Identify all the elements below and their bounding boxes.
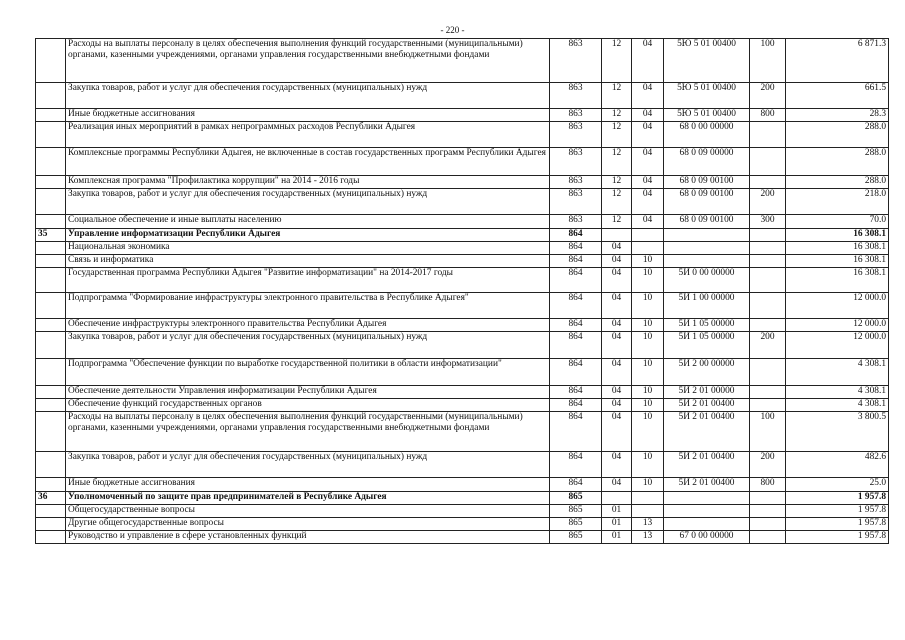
cell-subsection: 10 (632, 268, 664, 293)
budget-table (35, 38, 889, 544)
cell-grbs: 864 (550, 242, 602, 255)
cell-target-article: 68 0 09 00100 (664, 215, 750, 229)
table-row (36, 412, 889, 452)
cell-section: 04 (602, 293, 632, 319)
cell-grbs: 864 (550, 412, 602, 452)
cell-subsection: 10 (632, 255, 664, 268)
cell-grbs: 864 (550, 452, 602, 478)
cell-section: 12 (602, 83, 632, 109)
cell-name: Связь и информатика (66, 255, 550, 268)
cell-expense-type: 200 (750, 189, 786, 215)
cell-target-article: 68 0 00 00000 (664, 122, 750, 148)
cell-number (36, 518, 66, 531)
cell-expense-type (750, 399, 786, 412)
cell-target-article: 68 0 09 00100 (664, 176, 750, 189)
cell-amount: 16 308.1 (786, 229, 889, 242)
cell-number: 35 (36, 229, 66, 242)
cell-subsection: 10 (632, 293, 664, 319)
cell-grbs: 864 (550, 478, 602, 492)
table-row (36, 518, 889, 531)
cell-amount: 12 000.0 (786, 332, 889, 359)
cell-name: Другие общегосударственные вопросы (66, 518, 550, 531)
cell-grbs: 863 (550, 39, 602, 83)
cell-expense-type (750, 148, 786, 176)
cell-grbs: 863 (550, 148, 602, 176)
table-row (36, 148, 889, 176)
table-row (36, 176, 889, 189)
table-row (36, 492, 889, 505)
cell-grbs: 863 (550, 176, 602, 189)
cell-amount: 28.3 (786, 109, 889, 122)
table-row (36, 268, 889, 293)
cell-amount: 25.0 (786, 478, 889, 492)
cell-subsection: 04 (632, 189, 664, 215)
cell-expense-type (750, 293, 786, 319)
cell-target-article: 5Ю 5 01 00400 (664, 109, 750, 122)
cell-section: 12 (602, 176, 632, 189)
cell-name: Иные бюджетные ассигнования (66, 478, 550, 492)
table-row (36, 332, 889, 359)
cell-number (36, 452, 66, 478)
cell-amount: 4 308.1 (786, 359, 889, 386)
cell-grbs: 864 (550, 332, 602, 359)
cell-grbs: 865 (550, 492, 602, 505)
cell-subsection (632, 505, 664, 518)
cell-section: 12 (602, 189, 632, 215)
cell-grbs: 865 (550, 505, 602, 518)
cell-target-article (664, 255, 750, 268)
cell-subsection: 10 (632, 359, 664, 386)
cell-amount: 1 957.8 (786, 531, 889, 544)
cell-expense-type: 100 (750, 412, 786, 452)
cell-subsection: 10 (632, 412, 664, 452)
cell-name: Социальное обеспечение и иные выплаты населению (66, 215, 550, 229)
cell-name: Иные бюджетные ассигнования (66, 109, 550, 122)
cell-section: 04 (602, 386, 632, 399)
cell-section (602, 492, 632, 505)
cell-amount: 1 957.8 (786, 518, 889, 531)
cell-subsection: 10 (632, 386, 664, 399)
cell-number (36, 109, 66, 122)
cell-number (36, 478, 66, 492)
cell-expense-type: 800 (750, 109, 786, 122)
cell-amount: 482.6 (786, 452, 889, 478)
cell-name: Закупка товаров, работ и услуг для обеспечения государственных (муниципальных) нужд (66, 189, 550, 215)
table-row (36, 122, 889, 148)
cell-name: Обеспечение инфраструктуры электронного правительства Республики Адыгея (66, 319, 550, 332)
cell-name: Уполномоченный по защите прав предпринимателей в Республике Адыгея (66, 492, 550, 505)
cell-subsection: 04 (632, 109, 664, 122)
cell-amount: 288.0 (786, 122, 889, 148)
cell-name: Подпрограмма "Обеспечение функции по выработке государственной политики в области информатизации" (66, 359, 550, 386)
table-row (36, 293, 889, 319)
cell-grbs: 865 (550, 531, 602, 544)
cell-amount: 6 871.3 (786, 39, 889, 83)
cell-expense-type: 800 (750, 478, 786, 492)
cell-section: 12 (602, 109, 632, 122)
cell-target-article: 5И 1 00 00000 (664, 293, 750, 319)
cell-number (36, 386, 66, 399)
cell-name: Управление информатизации Республики Адыгея (66, 229, 550, 242)
cell-number (36, 293, 66, 319)
cell-grbs: 864 (550, 255, 602, 268)
cell-number: 36 (36, 492, 66, 505)
cell-expense-type (750, 359, 786, 386)
table-row (36, 39, 889, 83)
cell-amount: 4 308.1 (786, 386, 889, 399)
cell-section: 04 (602, 332, 632, 359)
cell-expense-type (750, 531, 786, 544)
table-row (36, 215, 889, 229)
cell-expense-type: 100 (750, 39, 786, 83)
cell-grbs: 863 (550, 189, 602, 215)
cell-target-article: 5Ю 5 01 00400 (664, 39, 750, 83)
cell-number (36, 359, 66, 386)
cell-grbs: 864 (550, 229, 602, 242)
cell-grbs: 864 (550, 268, 602, 293)
cell-section: 12 (602, 215, 632, 229)
cell-section: 04 (602, 242, 632, 255)
cell-subsection: 04 (632, 83, 664, 109)
cell-subsection: 13 (632, 531, 664, 544)
cell-expense-type: 200 (750, 332, 786, 359)
cell-grbs: 864 (550, 359, 602, 386)
cell-expense-type (750, 319, 786, 332)
cell-amount: 1 957.8 (786, 505, 889, 518)
cell-section: 12 (602, 39, 632, 83)
cell-name: Обеспечение деятельности Управления информатизации Республики Адыгея (66, 386, 550, 399)
table-row (36, 242, 889, 255)
cell-section: 04 (602, 399, 632, 412)
cell-target-article: 5И 0 00 00000 (664, 268, 750, 293)
cell-section: 04 (602, 255, 632, 268)
cell-number (36, 83, 66, 109)
cell-target-article (664, 518, 750, 531)
cell-target-article: 5Ю 5 01 00400 (664, 83, 750, 109)
cell-grbs: 864 (550, 293, 602, 319)
cell-amount: 218.0 (786, 189, 889, 215)
cell-section: 01 (602, 531, 632, 544)
cell-number (36, 531, 66, 544)
cell-number (36, 399, 66, 412)
cell-subsection: 10 (632, 399, 664, 412)
cell-expense-type (750, 505, 786, 518)
cell-amount: 1 957.8 (786, 492, 889, 505)
cell-expense-type: 200 (750, 452, 786, 478)
cell-expense-type (750, 229, 786, 242)
cell-section: 04 (602, 319, 632, 332)
cell-subsection: 04 (632, 39, 664, 83)
table-row (36, 255, 889, 268)
cell-amount: 16 308.1 (786, 268, 889, 293)
cell-expense-type (750, 386, 786, 399)
cell-target-article: 5И 2 01 00400 (664, 452, 750, 478)
cell-name: Закупка товаров, работ и услуг для обеспечения государственных (муниципальных) нужд (66, 452, 550, 478)
cell-subsection: 04 (632, 122, 664, 148)
cell-amount: 3 800.5 (786, 412, 889, 452)
cell-name: Комплексные программы Республики Адыгея, не включенные в состав государственных программ Республики Адыгея (66, 148, 550, 176)
cell-number (36, 189, 66, 215)
cell-expense-type (750, 518, 786, 531)
table-row (36, 83, 889, 109)
cell-section: 01 (602, 505, 632, 518)
cell-grbs: 864 (550, 319, 602, 332)
cell-expense-type: 300 (750, 215, 786, 229)
cell-target-article (664, 492, 750, 505)
cell-name: Государственная программа Республики Адыгея "Развитие информатизации" на 2014-2017 годы (66, 268, 550, 293)
table-row (36, 478, 889, 492)
table-row (36, 386, 889, 399)
cell-section: 04 (602, 412, 632, 452)
cell-section: 04 (602, 452, 632, 478)
cell-name: Обеспечение функций государственных органов (66, 399, 550, 412)
cell-number (36, 122, 66, 148)
cell-name: Расходы на выплаты персоналу в целях обеспечения выполнения функций государственными (муниципальными) органами, казенными учреждениями, органами управления государственными внебюджетными фондами (66, 39, 550, 83)
cell-target-article: 68 0 09 00100 (664, 189, 750, 215)
cell-section: 04 (602, 359, 632, 386)
cell-name: Закупка товаров, работ и услуг для обеспечения государственных (муниципальных) нужд (66, 83, 550, 109)
cell-section (602, 229, 632, 242)
cell-amount: 12 000.0 (786, 319, 889, 332)
cell-target-article: 5И 2 01 00400 (664, 412, 750, 452)
cell-expense-type (750, 255, 786, 268)
table-row (36, 399, 889, 412)
cell-subsection: 10 (632, 319, 664, 332)
table-row (36, 189, 889, 215)
cell-expense-type (750, 122, 786, 148)
cell-amount: 12 000.0 (786, 293, 889, 319)
cell-expense-type (750, 176, 786, 189)
cell-subsection: 04 (632, 176, 664, 189)
cell-number (36, 242, 66, 255)
cell-number (36, 255, 66, 268)
table-row (36, 531, 889, 544)
table-row (36, 452, 889, 478)
cell-target-article: 5И 2 01 00400 (664, 478, 750, 492)
table-row (36, 359, 889, 386)
cell-number (36, 268, 66, 293)
cell-subsection (632, 492, 664, 505)
cell-name: Национальная экономика (66, 242, 550, 255)
table-row (36, 319, 889, 332)
cell-number (36, 412, 66, 452)
cell-number (36, 332, 66, 359)
cell-amount: 661.5 (786, 83, 889, 109)
cell-name: Реализация иных мероприятий в рамках непрограммных расходов Республики Адыгея (66, 122, 550, 148)
table-body (36, 39, 889, 544)
cell-number (36, 215, 66, 229)
cell-expense-type (750, 242, 786, 255)
cell-target-article: 5И 1 05 00000 (664, 332, 750, 359)
cell-subsection (632, 229, 664, 242)
cell-number (36, 39, 66, 83)
cell-target-article: 5И 2 01 00000 (664, 386, 750, 399)
cell-amount: 4 308.1 (786, 399, 889, 412)
cell-target-article (664, 505, 750, 518)
cell-number (36, 505, 66, 518)
cell-expense-type (750, 268, 786, 293)
cell-name: Комплексная программа "Профилактика коррупции" на 2014 - 2016 годы (66, 176, 550, 189)
cell-target-article: 5И 2 00 00000 (664, 359, 750, 386)
cell-grbs: 864 (550, 399, 602, 412)
cell-name: Руководство и управление в сфере установленных функций (66, 531, 550, 544)
cell-grbs: 865 (550, 518, 602, 531)
cell-target-article (664, 229, 750, 242)
cell-section: 12 (602, 122, 632, 148)
cell-amount: 288.0 (786, 176, 889, 189)
cell-number (36, 176, 66, 189)
cell-subsection: 04 (632, 215, 664, 229)
table-row (36, 505, 889, 518)
cell-expense-type: 200 (750, 83, 786, 109)
cell-grbs: 863 (550, 83, 602, 109)
cell-name: Расходы на выплаты персоналу в целях обеспечения выполнения функций государственными (муниципальными) органами, казенными учреждениями, органами управления государственными внебюджетными фондами (66, 412, 550, 452)
cell-section: 04 (602, 478, 632, 492)
cell-target-article: 5И 1 05 00000 (664, 319, 750, 332)
cell-number (36, 319, 66, 332)
cell-number (36, 148, 66, 176)
cell-subsection: 10 (632, 452, 664, 478)
cell-name: Закупка товаров, работ и услуг для обеспечения государственных (муниципальных) нужд (66, 332, 550, 359)
table-row (36, 229, 889, 242)
cell-subsection: 10 (632, 478, 664, 492)
cell-grbs: 863 (550, 215, 602, 229)
cell-section: 01 (602, 518, 632, 531)
cell-name: Подпрограмма "Формирование инфраструктуры электронного правительства в Республике Адыгея" (66, 293, 550, 319)
cell-subsection: 04 (632, 148, 664, 176)
cell-grbs: 864 (550, 386, 602, 399)
cell-subsection (632, 242, 664, 255)
table-row (36, 109, 889, 122)
cell-amount: 70.0 (786, 215, 889, 229)
cell-subsection: 13 (632, 518, 664, 531)
cell-amount: 16 308.1 (786, 242, 889, 255)
cell-grbs: 863 (550, 122, 602, 148)
cell-section: 12 (602, 148, 632, 176)
cell-amount: 288.0 (786, 148, 889, 176)
page-number: - 220 - (440, 25, 465, 35)
cell-target-article: 5И 2 01 00400 (664, 399, 750, 412)
cell-target-article: 68 0 09 00000 (664, 148, 750, 176)
cell-expense-type (750, 492, 786, 505)
cell-name: Общегосударственные вопросы (66, 505, 550, 518)
cell-target-article (664, 242, 750, 255)
cell-grbs: 863 (550, 109, 602, 122)
cell-target-article: 67 0 00 00000 (664, 531, 750, 544)
cell-amount: 16 308.1 (786, 255, 889, 268)
cell-subsection: 10 (632, 332, 664, 359)
cell-section: 04 (602, 268, 632, 293)
